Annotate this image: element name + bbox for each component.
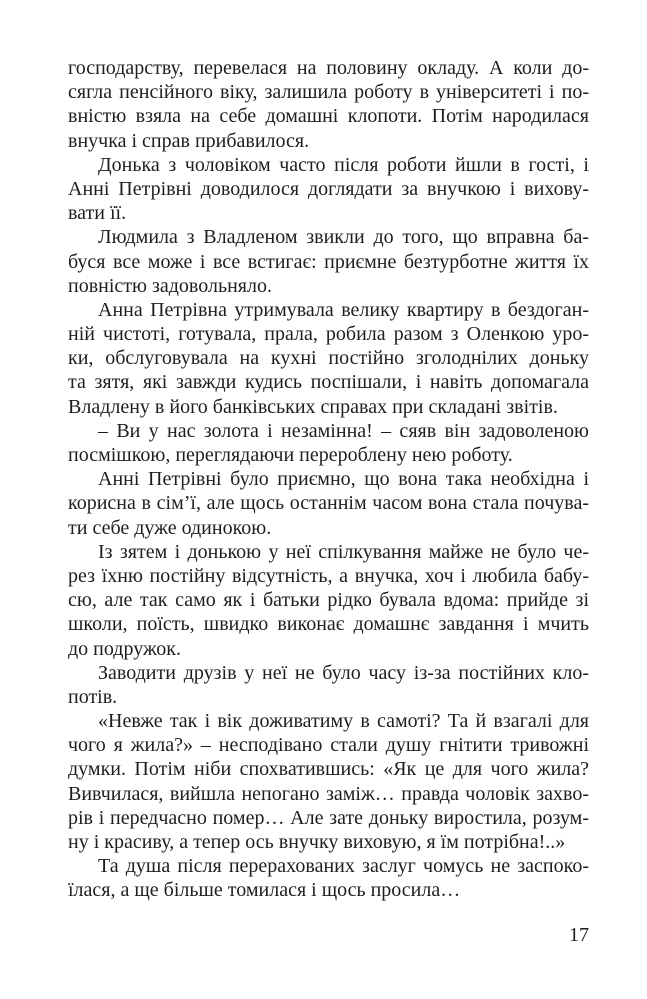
text-line: повністю задовольняло. bbox=[68, 274, 272, 297]
paragraph bbox=[68, 467, 589, 540]
text-line: їлася, а ще більше томилася і щось просила… bbox=[68, 879, 461, 902]
text-line: Донька з чоловіком часто після роботи йшли в гості, і bbox=[98, 153, 589, 176]
text-line: Владлену в його банківських справах при складані звітів. bbox=[68, 395, 558, 418]
text-line: ти себе дуже одинокою. bbox=[68, 516, 272, 539]
paragraph bbox=[68, 298, 589, 419]
text-line: корисна в сім’ї, але щось останнім часом вона стала почува- bbox=[68, 492, 589, 515]
text-line: школи, поїсть, швидко виконає домашнє завдання і мчить bbox=[68, 613, 589, 636]
text-line: до подружок. bbox=[68, 637, 181, 660]
page-number: 17 bbox=[569, 924, 589, 946]
text-line: Анні Петрівні доводилося доглядати за внучкою і вихову- bbox=[68, 177, 589, 200]
text-line: буся все може і все встигає: приємне безтурботне життя їх bbox=[68, 250, 589, 273]
body-text bbox=[68, 56, 589, 903]
paragraph bbox=[68, 540, 589, 661]
text-line: Людмила з Владленом звикли до того, що вправна ба- bbox=[98, 226, 589, 249]
text-line: внучка і справ прибавилося. bbox=[68, 129, 310, 152]
text-line: сю, але так само як і батьки рідко бувала вдома: прийде зі bbox=[68, 589, 589, 612]
text-line: ки, обслуговувала на кухні постійно зголоднілих доньку bbox=[68, 347, 589, 370]
text-line: Заводити друзів у неї не було часу із-за постійних кло- bbox=[98, 661, 589, 684]
text-line: чого я жила?» – несподівано стали душу гнітити тривожні bbox=[68, 734, 589, 757]
text-line: Та душа після перерахованих заслуг чомусь не заспоко- bbox=[98, 855, 589, 878]
text-line: ній чистоті, готувала, прала, робила разом з Оленкою уро- bbox=[68, 323, 589, 346]
text-line: та зятя, які завжди кудись поспішали, і навіть допомагала bbox=[68, 371, 589, 394]
paragraph bbox=[68, 419, 589, 467]
text-line: потів. bbox=[68, 685, 118, 708]
text-line: рів і передчасно помер… Але зате доньку виростила, розум- bbox=[68, 806, 589, 829]
text-line: вати її. bbox=[68, 202, 127, 225]
text-line: рез їхню постійну відсутність, а внучка, хоч і любила бабу- bbox=[68, 564, 589, 587]
text-line: ну і красиву, а тепер ось внучку виховую, я їм потрібна!..» bbox=[68, 831, 566, 853]
paragraph bbox=[68, 225, 589, 298]
text-line: Анні Петрівні було приємно, що вона така необхідна і bbox=[98, 468, 589, 491]
paragraph bbox=[68, 709, 589, 854]
text-line: господарству, перевелася на половину окладу. А коли до- bbox=[68, 57, 589, 79]
text-line: сягла пенсійного віку, залишила роботу в університеті і по- bbox=[68, 81, 589, 104]
paragraph bbox=[68, 56, 589, 153]
text-line: – Ви у нас золота і незамінна! – сяяв він задоволеною bbox=[98, 419, 589, 442]
text-line: «Невже так і вік доживатиму в самоті? Та й взагалі для bbox=[98, 710, 589, 733]
text-line: Із зятем і донькою у неї спілкування майже не було че- bbox=[98, 540, 589, 563]
paragraph bbox=[68, 661, 589, 709]
paragraph bbox=[68, 854, 589, 902]
text-line: вністю взяла на себе домашні клопоти. Потім народилася bbox=[68, 105, 589, 128]
text-line: думки. Потім ніби спохватившись: «Як це для чого жила? bbox=[68, 758, 589, 781]
paragraph bbox=[68, 153, 589, 226]
text-line: посмішкою, переглядаючи перероблену нею роботу. bbox=[68, 444, 513, 466]
text-line: Вивчилася, вийшла непогано заміж… правда чоловік захво- bbox=[68, 782, 589, 805]
text-line: Анна Петрівна утримувала велику квартиру в бездоган- bbox=[98, 298, 589, 321]
